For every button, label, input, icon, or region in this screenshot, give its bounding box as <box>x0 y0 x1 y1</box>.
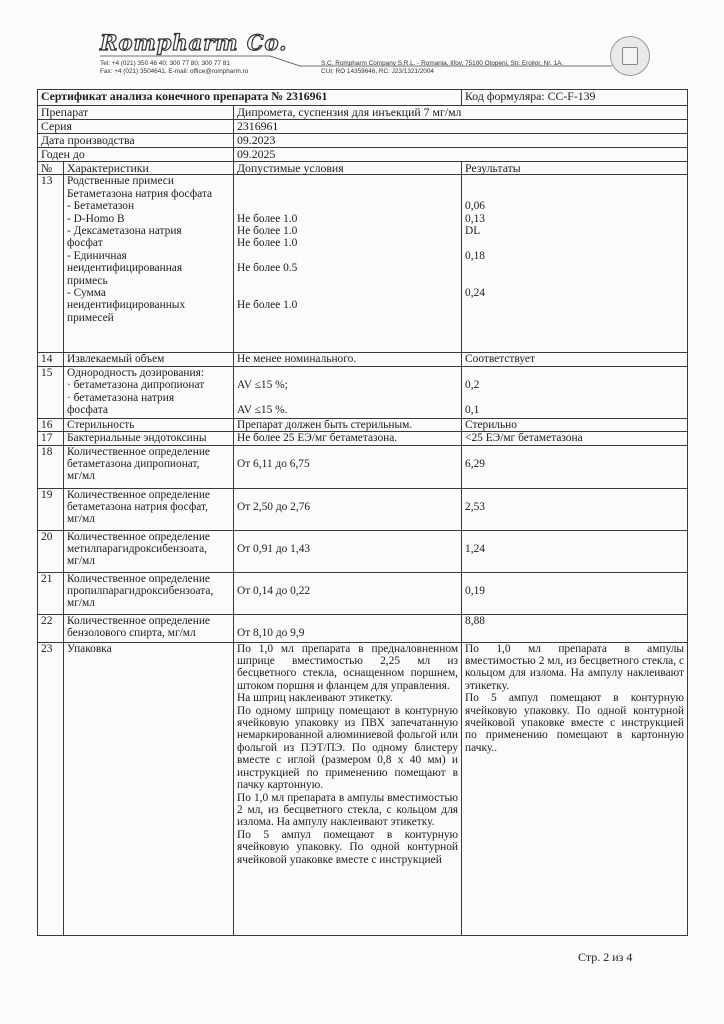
table-row <box>38 418 688 431</box>
column-header-results: Результаты <box>462 162 688 175</box>
table-row <box>38 366 688 418</box>
result-cell-line: 2,53 <box>465 501 485 514</box>
condition-cell <box>234 445 462 488</box>
contact-phone: Tel: +4 (021) 350 46 40; 300 77 80; 300 77 81 <box>100 60 230 67</box>
row-number: 23 <box>38 642 64 935</box>
result-cell <box>462 642 688 935</box>
condition-cell-line: Не менее номинального. <box>237 353 357 366</box>
condition-cell-line: От 6,11 до 6,75 <box>237 458 310 471</box>
table-row <box>38 642 688 935</box>
result-cell <box>462 432 688 445</box>
certification-seal-icon <box>610 36 650 76</box>
result-cell-line: Стерильно <box>465 418 517 431</box>
characteristic-cell-line: мг/мл <box>67 513 95 526</box>
characteristic-cell <box>64 572 234 614</box>
row-number: 18 <box>38 445 64 488</box>
result-cell <box>462 445 688 488</box>
result-cell-line <box>465 470 684 482</box>
row-number: 22 <box>38 614 64 642</box>
product-label: Препарат <box>38 106 234 120</box>
characteristic-cell <box>64 642 234 935</box>
condition-cell-line: Не более 25 ЕЭ/мг бетаметазона. <box>237 432 398 445</box>
result-cell-line: 0,19 <box>465 585 485 598</box>
result-cell-paragraph: По 1,0 мл препарата в ампулы вместимостью 2 мл, из бесцветного стекла, с кольцом для излома. На ампулу наклеивают этикетку. <box>465 642 685 692</box>
table-row <box>38 530 688 572</box>
column-header-num: № <box>38 162 64 175</box>
result-cell-line: 0,18 <box>465 249 485 262</box>
condition-cell-line: Не более 1.0 <box>237 237 298 250</box>
characteristic-cell-line: мг/мл <box>67 555 95 568</box>
result-cell <box>462 353 688 366</box>
condition-cell-line <box>237 200 458 212</box>
characteristic-cell-line: - Бетаметазон <box>67 200 135 213</box>
characteristic-cell <box>64 353 234 366</box>
characteristic-cell-line: неидентифицированных <box>67 299 186 312</box>
characteristic-cell-line: Количественное определение <box>67 445 210 458</box>
result-cell-line <box>465 275 684 287</box>
characteristic-cell-line: примесь <box>67 274 108 287</box>
characteristic-cell-line: метилпарагидроксибензоата, <box>67 543 207 556</box>
table-row <box>38 488 688 530</box>
row-number: 16 <box>38 418 64 431</box>
characteristic-cell <box>64 488 234 530</box>
characteristic-cell-line: Однородность дозирования: <box>67 366 205 379</box>
characteristic-cell-line: бензолового спирта, мг/мл <box>67 627 196 640</box>
result-cell-line <box>465 262 684 274</box>
condition-cell-line <box>237 470 458 482</box>
characteristic-cell-line: · бетаметазона дипропионат <box>67 379 205 392</box>
characteristic-cell-line: · бетаметазона натрия <box>67 391 175 404</box>
characteristic-cell-line: - Дексаметазона натрия <box>67 225 182 238</box>
condition-cell-line: AV ≤15 %; <box>237 379 288 392</box>
condition-cell <box>234 572 462 614</box>
characteristic-cell-line: Родственные примеси <box>67 175 174 188</box>
condition-cell-line: От 2,50 до 2,76 <box>237 501 311 514</box>
result-cell-line <box>465 392 684 404</box>
characteristic-cell-line: мг/мл <box>67 470 95 483</box>
characteristic-cell-line: Стерильность <box>67 418 135 431</box>
characteristic-cell <box>64 530 234 572</box>
condition-cell <box>234 366 462 418</box>
characteristic-cell-line: Бактериальные эндотоксины <box>67 432 207 445</box>
result-cell <box>462 418 688 431</box>
result-cell-line: DL <box>465 225 481 238</box>
batch-label: Серия <box>38 120 234 134</box>
condition-cell-line <box>237 489 458 501</box>
condition-cell-line <box>237 287 458 299</box>
result-cell-line <box>465 597 684 609</box>
condition-cell <box>234 530 462 572</box>
result-cell-line <box>465 312 684 324</box>
letterhead <box>0 0 724 90</box>
condition-cell <box>234 614 462 642</box>
characteristic-cell-line: фосфата <box>67 404 108 417</box>
formula-code: Код формуляра: CC-F-139 <box>462 90 688 106</box>
table-row <box>38 432 688 445</box>
result-cell-line: 0,13 <box>465 212 485 225</box>
characteristic-cell-line: мг/мл <box>67 597 95 610</box>
result-cell-line: 6,29 <box>465 458 485 471</box>
company-logo: Rompharm Co. <box>100 30 288 55</box>
result-cell-line: 8,88 <box>465 614 485 627</box>
condition-cell-paragraph: На шприц наклеивают этикетку. <box>237 692 393 705</box>
column-header-conditions: Допустимые условия <box>234 162 462 175</box>
condition-cell-line <box>237 615 458 627</box>
result-cell <box>462 366 688 418</box>
condition-cell-line: Не более 0.5 <box>237 262 298 275</box>
result-cell-line <box>465 367 684 379</box>
table-row <box>38 572 688 614</box>
characteristic-cell <box>64 418 234 431</box>
characteristic-cell <box>64 614 234 642</box>
condition-cell-line: Не более 1.0 <box>237 299 298 312</box>
result-cell-line: 1,24 <box>465 543 485 556</box>
condition-cell-line <box>237 312 458 324</box>
characteristic-cell-line: Количественное определение <box>67 530 210 543</box>
condition-cell-line <box>237 275 458 287</box>
condition-cell-line <box>237 250 458 262</box>
result-cell-line: 0,24 <box>465 287 485 300</box>
condition-cell-line: Препарат должен быть стерильным. <box>237 418 413 431</box>
condition-cell-line: От 0,91 до 1,43 <box>237 543 311 556</box>
company-address <box>321 60 563 76</box>
condition-cell <box>234 353 462 366</box>
characteristic-cell <box>64 175 234 353</box>
result-cell-paragraph: По 5 ампул помещают в контурную ячейковую упаковку. По одной контурной ячейковой упаковке вместе с инструкцией по применению помещают в картонную пачку.. <box>465 692 685 754</box>
characteristic-cell-line: фосфат <box>67 237 103 250</box>
result-cell-line <box>465 188 684 200</box>
row-number: 20 <box>38 530 64 572</box>
condition-cell <box>234 642 462 935</box>
row-number: 14 <box>38 353 64 366</box>
characteristic-cell <box>64 432 234 445</box>
result-cell <box>462 175 688 353</box>
row-number: 13 <box>38 175 64 353</box>
condition-cell <box>234 175 462 353</box>
condition-cell-line: AV ≤15 %. <box>237 404 288 417</box>
result-cell-line <box>465 555 684 567</box>
characteristic-cell-line: Извлекаемый объем <box>67 353 165 366</box>
certificate-title: Сертификат анализа конечного препарата № 2316961 <box>38 90 462 106</box>
characteristic-cell-line: Количественное определение <box>67 572 210 585</box>
characteristic-cell-line: Количественное определение <box>67 614 210 627</box>
manufacture-date-value: 09.2023 <box>234 134 688 148</box>
result-cell-line <box>465 573 684 585</box>
characteristic-cell-line: Упаковка <box>67 642 112 655</box>
condition-cell-line <box>237 555 458 567</box>
result-cell <box>462 572 688 614</box>
characteristic-cell-line: бетаметазона дипропионат, <box>67 458 200 471</box>
condition-cell <box>234 418 462 431</box>
condition-cell-line <box>237 513 458 525</box>
result-cell-line <box>465 531 684 543</box>
characteristic-cell <box>64 445 234 488</box>
condition-cell-line <box>237 531 458 543</box>
characteristic-cell <box>64 366 234 418</box>
condition-cell-line <box>237 367 458 379</box>
result-cell-line: Соответствует <box>465 353 535 366</box>
condition-cell-line: Не более 1.0 <box>237 212 298 225</box>
condition-cell-paragraph: По 5 ампул помещают в контурную ячейковую упаковку. По одной контурной ячейковой упаковке вместе с инструкцией <box>237 828 459 866</box>
characteristic-cell-line: - Единичная <box>67 249 127 262</box>
result-cell <box>462 530 688 572</box>
result-cell <box>462 614 688 642</box>
page-number: Стр. 2 из 4 <box>578 950 633 964</box>
table-row <box>38 445 688 488</box>
condition-cell-line <box>237 446 458 458</box>
certificate-table <box>37 89 688 936</box>
characteristic-cell-line: бетаметазона натрия фосфат, <box>67 501 208 514</box>
characteristic-cell-line: - Сумма <box>67 287 106 300</box>
condition-cell-line <box>237 175 458 187</box>
row-number: 15 <box>38 366 64 418</box>
characteristic-cell-line: Количественное определение <box>67 488 210 501</box>
result-cell-line <box>465 627 684 639</box>
contact-fax-email: Fax: +4 (021) 3504641, E-mail: office@rompharm.ro <box>100 68 249 75</box>
product-value: Дипромета, суспензия для инъекций 7 мг/мл <box>234 106 688 120</box>
characteristic-cell-line: примесей <box>67 311 114 324</box>
expiry-date-label: Годен до <box>38 148 234 162</box>
result-cell <box>462 488 688 530</box>
result-cell-line <box>465 299 684 311</box>
condition-cell-line: От 0,14 до 0,22 <box>237 585 311 598</box>
table-row <box>38 353 688 366</box>
condition-cell-paragraph: По 1,0 мл препарата в предналовненном шприце вместимостью 2,25 мл из бесцветного стекла, оснащенном поршнем, штоком поршня и фланцем для управления. <box>237 642 459 692</box>
expiry-date-value: 09.2025 <box>234 148 688 162</box>
result-cell-line <box>465 446 684 458</box>
company-registration: CUI: RO 14359646, RC: J23/1321/2004 <box>321 68 434 75</box>
characteristic-cell-line: - D-Homo B <box>67 212 125 225</box>
result-cell-line <box>465 175 684 187</box>
characteristic-cell-line: неидентифицированная <box>67 262 183 275</box>
condition-cell-line <box>237 392 458 404</box>
condition-cell-line <box>237 573 458 585</box>
condition-cell <box>234 432 462 445</box>
condition-cell-line: Не более 1.0 <box>237 225 298 238</box>
characteristic-cell-line: пропилпарагидроксибензоата, <box>67 585 214 598</box>
result-cell-line <box>465 513 684 525</box>
row-number: 21 <box>38 572 64 614</box>
company-name-address: S.C. Rompharm Company S.R.L. - Romania, Ilfov, 75100 Otopeni, Str. Eroilor, Nr. 1A. <box>321 60 564 67</box>
condition-cell-line: От 8,10 до 9,9 <box>237 627 305 640</box>
row-number: 19 <box>38 488 64 530</box>
result-cell-line: 0,2 <box>465 379 480 392</box>
column-header-characteristics: Характеристики <box>64 162 234 175</box>
result-cell-line: 0,1 <box>465 404 480 417</box>
condition-cell <box>234 488 462 530</box>
row-number: 17 <box>38 432 64 445</box>
condition-cell-paragraph: По одному шприцу помещают в контурную ячейковую упаковку из ПВХ запечатанную немаркированной алюминиевой фольгой или фольгой из ПЭТ/ПЭ. По одному блистеру вместе с иглой (размером 0,8 x 40 мм) и инструкцией по применению помещают в пачку картонную. <box>237 704 459 792</box>
table-row <box>38 175 688 353</box>
result-cell-line: <25 ЕЭ/мг бетаметазона <box>465 432 583 445</box>
characteristic-cell-line: Бетаметазона натрия фосфата <box>67 187 213 200</box>
condition-cell-line <box>237 597 458 609</box>
result-cell-line <box>465 489 684 501</box>
condition-cell-paragraph: По 1,0 мл препарата в ампулы вместимостью 2 мл, из бесцветного стекла, с кольцом для излома. На ампулу наклеивают этикетку. <box>237 791 459 829</box>
result-cell-line: 0,06 <box>465 200 485 213</box>
result-cell-line <box>465 237 684 249</box>
manufacture-date-label: Дата производства <box>38 134 234 148</box>
batch-value: 2316961 <box>234 120 688 134</box>
table-row <box>38 614 688 642</box>
condition-cell-line <box>237 188 458 200</box>
